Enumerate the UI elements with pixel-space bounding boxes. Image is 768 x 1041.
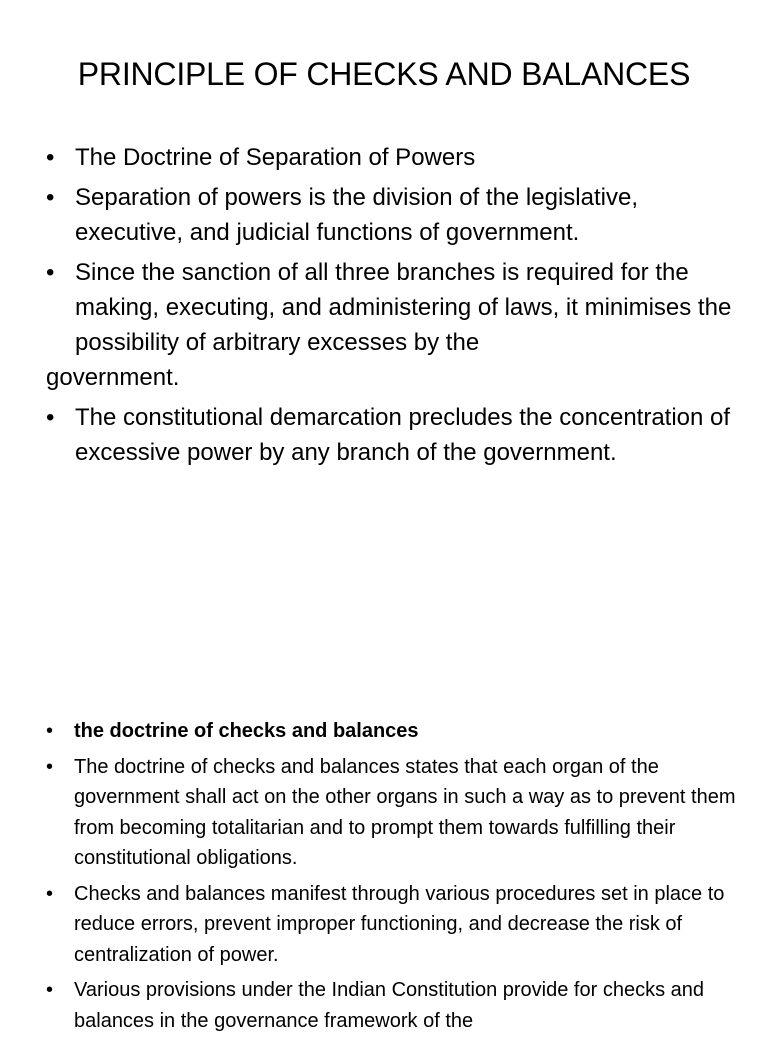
list-item bbox=[46, 140, 746, 175]
list-item-text: Separation of powers is the division of the legislative, executive, and judicial functions of government. bbox=[75, 184, 638, 246]
bullet-icon: • bbox=[46, 144, 55, 171]
list-item-text: The doctrine of checks and balances states that each organ of the government shall act on the other organs in such a way as to prevent them from becoming totalitarian and to prompt them towards fulfilling their constitutional obligations. bbox=[74, 755, 736, 869]
list-item-text: The Doctrine of Separation of Powers bbox=[75, 144, 476, 171]
separation-of-powers-list bbox=[46, 140, 746, 475]
bullet-icon: • bbox=[46, 720, 54, 742]
bullet-icon: • bbox=[46, 184, 55, 211]
list-item bbox=[46, 180, 746, 250]
checks-and-balances-list bbox=[46, 716, 746, 1041]
slide-title: PRINCIPLE OF CHECKS AND BALANCES bbox=[77, 56, 691, 92]
list-item bbox=[46, 879, 746, 971]
bullet-icon: • bbox=[46, 404, 55, 431]
list-item bbox=[46, 255, 746, 360]
bullet-icon: • bbox=[46, 755, 54, 778]
bullet-icon: • bbox=[46, 882, 54, 905]
list-item-text: Checks and balances manifest through various procedures set in place to reduce errors, prevent improper functioning, and decrease the risk of centralization of power. bbox=[74, 882, 725, 966]
bullet-icon: • bbox=[46, 979, 54, 1001]
list-item bbox=[46, 400, 746, 470]
bullet-icon: • bbox=[46, 259, 55, 286]
list-item bbox=[46, 975, 746, 1036]
list-item bbox=[46, 716, 746, 747]
list-item-text: Since the sanction of all three branches is required for the making, executing, and administering of laws, it minimises the possibility of arbitrary excesses by the bbox=[75, 259, 732, 356]
section-heading: the doctrine of checks and balances bbox=[74, 720, 419, 742]
continuation-text: government. bbox=[46, 364, 180, 391]
list-item-text: The constitutional demarcation precludes the concentration of excessive power by any branch of the government. bbox=[75, 404, 731, 466]
list-item bbox=[46, 752, 746, 874]
list-item-text: Various provisions under the Indian Constitution provide for checks and balances in the governance framework of the bbox=[74, 979, 704, 1032]
